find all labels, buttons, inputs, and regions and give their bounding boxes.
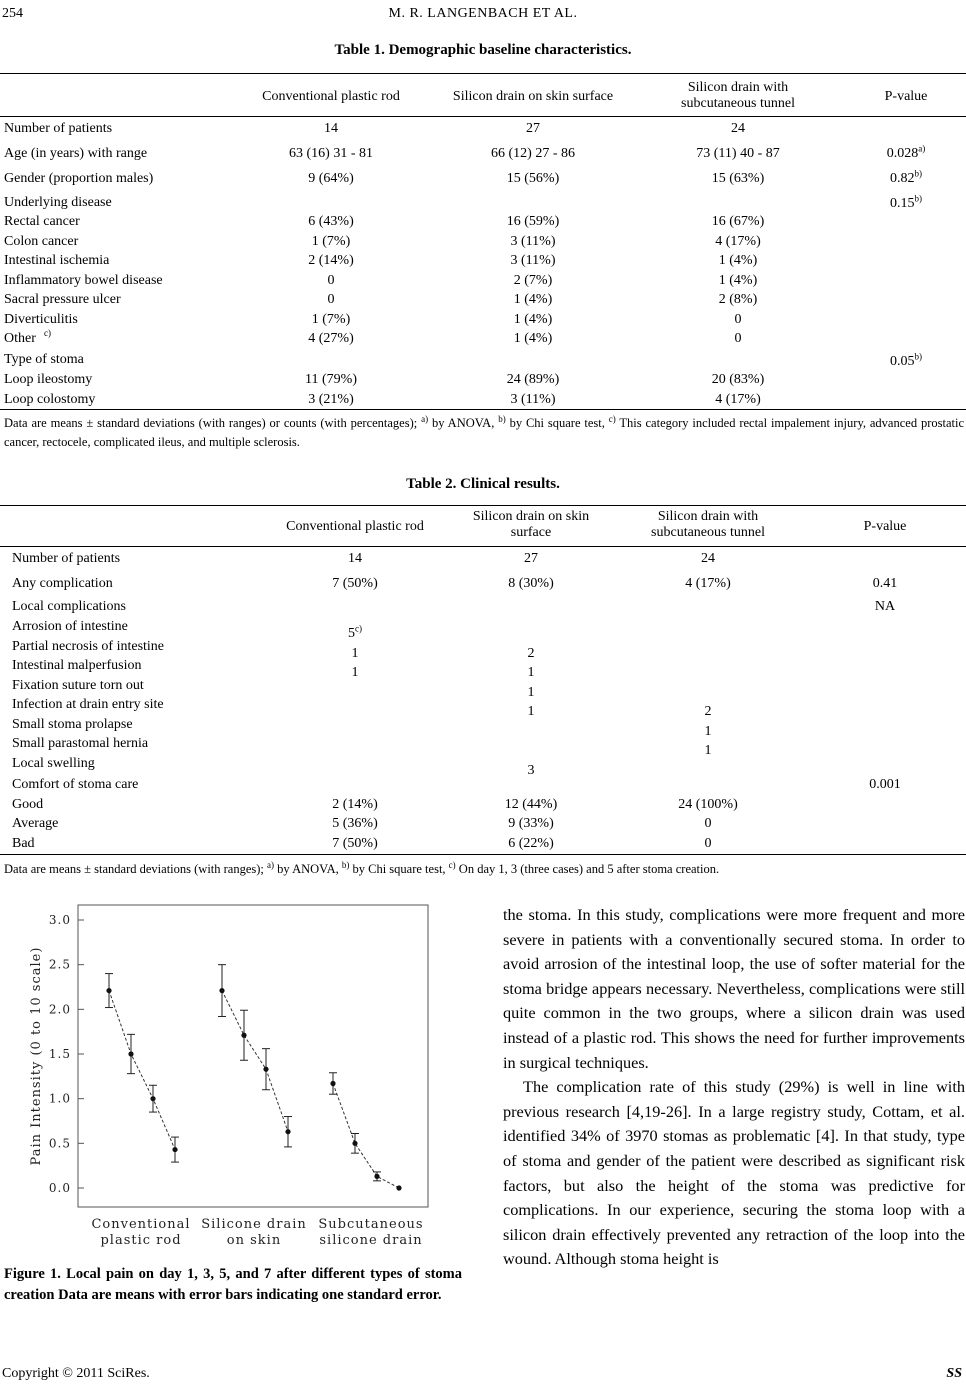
p-value-number: 0.028	[886, 146, 919, 161]
table1-cell: 1 (7%)	[311, 234, 351, 249]
table1-row-label: Loop colostomy	[4, 392, 96, 407]
table2-cell	[332, 797, 378, 813]
table2-cell-value: 0	[704, 836, 712, 851]
y-tick-label: 1.0	[48, 1091, 71, 1106]
table2-cell-value: 1	[527, 685, 535, 700]
table1-row-label-note: c)	[44, 328, 51, 338]
table2-cell	[701, 551, 715, 567]
x-category-label: plastic rod	[100, 1233, 182, 1248]
p-value-test-note: b)	[914, 168, 922, 179]
table1-cell: 0	[327, 292, 335, 307]
table2-cell	[505, 797, 558, 813]
table1-cell: 2 (7%)	[513, 273, 553, 288]
data-point	[285, 1129, 290, 1134]
journal-abbrev: SS	[946, 1366, 962, 1381]
table2-cell-value: 8 (30%)	[508, 576, 554, 591]
table2-cell-value: 1	[351, 646, 359, 661]
running-head-authors: M. R. LANGENBACH ET AL.	[388, 6, 578, 21]
table2-cell-value: 3	[527, 763, 535, 778]
table1-p-value	[890, 351, 922, 370]
p-value-number: 0.05	[890, 354, 915, 369]
x-category-label: Conventional	[91, 1217, 191, 1232]
series-line	[333, 1083, 399, 1188]
data-point	[263, 1067, 268, 1072]
data-point	[150, 1096, 155, 1101]
table1-cell: 6 (43%)	[308, 214, 354, 229]
table1-row-label: Age (in years) with range	[4, 146, 148, 161]
data-point	[172, 1147, 177, 1152]
table1-cell: 3 (11%)	[510, 392, 556, 407]
table1-row-label: Loop ileostomy	[4, 372, 93, 387]
p-value-test-note: b)	[914, 351, 922, 362]
table2-cell-value: 2	[527, 646, 535, 661]
table1-col-header: Conventional plastic rod	[262, 89, 400, 104]
table2-cell-value: 27	[524, 551, 538, 566]
table1-cell: 9 (64%)	[308, 171, 354, 186]
table2-col-header: Silicon drain on skin surface	[472, 509, 590, 540]
table1-p-value	[886, 143, 926, 162]
table1-p-value	[890, 193, 922, 212]
table1-cell: 73 (11) 40 - 87	[696, 146, 780, 161]
table1-cell: 66 (12) 27 - 86	[491, 146, 575, 161]
table2-cell	[524, 551, 538, 567]
table2-cell-value: 7 (50%)	[332, 836, 378, 851]
table2-cell-value: 24	[701, 551, 715, 566]
pain-chart	[0, 890, 470, 1260]
table1-row-label: Inflammatory bowel disease	[4, 273, 163, 288]
table2-cell	[508, 816, 554, 832]
table2-row-label: Good	[12, 797, 44, 812]
table1-cell: 4 (17%)	[715, 392, 761, 407]
table2-row-label: Any complication	[12, 576, 113, 591]
table2-cell-value: 7 (50%)	[332, 576, 378, 591]
table2-cell-note: c)	[355, 623, 362, 634]
table2-cell	[705, 816, 712, 832]
y-tick-label: 0.5	[48, 1136, 71, 1151]
table2-col-header: Conventional plastic rod	[286, 519, 424, 534]
table2-row-label: Bad	[12, 836, 35, 851]
table2-row-label: Arrosion of intestine	[12, 619, 128, 634]
table2-cell-value: 2 (14%)	[332, 797, 378, 812]
y-axis-label: Pain Intensity (0 to 10 scale)	[29, 946, 44, 1166]
table1-cell: 3 (21%)	[308, 392, 354, 407]
x-category-label: silicone drain	[319, 1233, 423, 1248]
table2-row-label: Infection at drain entry site	[12, 697, 164, 712]
table1-row-label: Rectal cancer	[4, 214, 80, 229]
table1-p-value	[890, 168, 922, 187]
table2-cell	[508, 836, 554, 852]
table2-cell-value: 24 (100%)	[678, 797, 738, 812]
table2-p-value: 0.001	[869, 777, 901, 792]
table1-cell: 0	[734, 331, 742, 346]
p-value-test-note: b)	[914, 193, 922, 204]
table2-cell-value: 5	[348, 626, 355, 641]
table2-cell	[528, 665, 535, 681]
table1-cell: 4 (27%)	[308, 331, 354, 346]
table2-row-label: Fixation suture torn out	[12, 678, 144, 693]
body-paragraph: The complication rate of this study (29%) is well in line with previous research [4,19-26]. In a large registry study, Cottam, et al. identified 34% of 3970 stomas as problematic [4]. In that study, type of stoma and gender of the patient were described as significant risk factors, but also the height of the stoma was predictive for complications. In our experience, securing the stoma loop with a silicon drain effectively prevented any retraction of the loop into the wound. Although stoma height is	[503, 1077, 965, 1269]
y-tick-label: 2.0	[48, 1002, 71, 1017]
table2-cell	[348, 623, 362, 642]
table1-cell: 1 (4%)	[513, 292, 553, 307]
table2-cell	[528, 646, 535, 662]
p-value-test-note: a)	[918, 143, 926, 154]
data-point	[219, 988, 224, 993]
series-line	[109, 991, 175, 1150]
table1-col-header: Silicon drain on skin surface	[452, 89, 614, 104]
table2-cell-value: 9 (33%)	[508, 816, 554, 831]
table1-cell: 1 (4%)	[513, 312, 553, 327]
table1-cell: 1 (4%)	[718, 253, 758, 268]
table2-cell-value: 2	[704, 704, 712, 719]
table1-cell: 24 (89%)	[506, 372, 560, 387]
table1-row-label: Gender (proportion males)	[4, 171, 154, 186]
table1-cell: 27	[526, 121, 540, 136]
table2-cell	[705, 704, 712, 720]
copyright: Copyright © 2011 SciRes.	[2, 1366, 150, 1381]
table1-cell: 2 (8%)	[718, 292, 758, 307]
table2-p-value: NA	[874, 599, 896, 614]
table2-cell	[332, 576, 378, 592]
table1-cell: 24	[731, 121, 745, 136]
table2-row-label: Average	[12, 816, 59, 831]
table1-cell: 15 (56%)	[506, 171, 560, 186]
table2-cell-value: 1	[704, 743, 712, 758]
y-tick-label: 2.5	[48, 957, 71, 972]
table2-cell-value: 1	[527, 704, 535, 719]
p-value-number: 0.15	[890, 196, 915, 211]
data-point	[106, 988, 111, 993]
x-category-label: Subcutaneous	[318, 1217, 424, 1232]
table2-row-label: Partial necrosis of intestine	[12, 639, 165, 654]
body-paragraph: the stoma. In this study, complications were more frequent and more severe in patients with a conventionally secured stoma. In order to avoid arrosion of the intestinal loop, the use of softer material for the stoma bridge appears necessary. Nevertheless, complications were still quite common in the two groups, where a silicon drain was used instead of a plastic rod. This shows the need for further improvements in surgical techniques.	[503, 905, 965, 1072]
table2-cell-value: 5 (36%)	[332, 816, 378, 831]
table2-cell-value: 0	[704, 816, 712, 831]
table2-cell	[685, 576, 731, 592]
table1-cell: 0	[327, 273, 335, 288]
table1-cell: 3 (11%)	[510, 234, 556, 249]
data-point	[241, 1033, 246, 1038]
figure-caption: Figure 1. Local pain on day 1, 3, 5, and 7 after different types of stoma creation Data are means with error bars indicating one standard error.	[4, 1266, 462, 1303]
y-tick-label: 0.0	[48, 1181, 71, 1195]
p-value-number: 0.82	[890, 171, 915, 186]
table2-cell	[528, 685, 535, 701]
table2-row-label: Comfort of stoma care	[12, 777, 139, 792]
table1-row-label: Colon cancer	[4, 234, 79, 249]
table1-cell: 4 (17%)	[715, 234, 761, 249]
y-tick-label: 3.0	[48, 913, 71, 927]
table2-cell	[348, 551, 362, 567]
table2-cell-value: 4 (17%)	[685, 576, 731, 591]
table1-col-header: Silicon drain with subcutaneous tunnel	[681, 80, 795, 111]
table2-cell	[508, 576, 554, 592]
table1-row-label: Intestinal ischemia	[4, 253, 110, 268]
table2-row-label: Small parastomal hernia	[12, 736, 149, 751]
table1-cell: 14	[324, 121, 338, 136]
table2-cell-value: 1	[351, 665, 359, 680]
table2-cell	[332, 816, 378, 832]
table1-row-label: Number of patients	[4, 121, 113, 136]
table1-cell: 15 (63%)	[711, 171, 765, 186]
table2-col-header: P-value	[863, 519, 907, 534]
table1-note: Data are means ± standard deviations (with ranges) or counts (with percentages); $^{a)}$ by ANOVA, $^{b)}$ by Chi square test, $^{c)}$ This category included rectal impalement injury, advanced prostatic cancer, rectocele, complicated ileus, and multiple sclerosis.	[4, 413, 964, 449]
table2-row-label: Local complications	[12, 599, 126, 614]
table1-cell: 11 (79%)	[305, 372, 357, 387]
table2-cell	[528, 763, 535, 779]
table1-cell: 3 (11%)	[510, 253, 556, 268]
table1-row-label: Underlying disease	[4, 195, 112, 210]
table1-cell: 1 (4%)	[718, 273, 758, 288]
table2-cell-value: 1	[704, 724, 712, 739]
data-point	[352, 1141, 357, 1146]
table2-cell	[528, 704, 535, 720]
y-tick-label: 1.5	[48, 1047, 71, 1061]
data-point	[374, 1174, 379, 1179]
x-category-label: on skin	[226, 1233, 282, 1248]
table2-row-label: Number of patients	[12, 551, 121, 566]
table1-col-header: P-value	[884, 89, 928, 104]
table1-cell: 2 (14%)	[308, 253, 354, 268]
table2-row-label: Local swelling	[12, 756, 95, 771]
table1-row-label: Sacral pressure ulcer	[4, 292, 121, 307]
table1-cell: 16 (67%)	[711, 214, 765, 229]
table2-col-header: Silicon drain with subcutaneous tunnel	[651, 509, 765, 540]
table2-cell	[705, 724, 712, 740]
data-point	[396, 1185, 401, 1190]
table2-cell	[352, 665, 359, 681]
table1-cell: 63 (16) 31 - 81	[289, 146, 373, 161]
table2-cell	[705, 836, 712, 852]
table2-cell	[678, 797, 738, 813]
table1-cell: 0	[734, 312, 742, 327]
table1-row-label: Type of stoma	[4, 352, 84, 367]
table2-cell	[332, 836, 378, 852]
table2-caption: Table 2. Clinical results.	[406, 476, 560, 492]
table2-cell	[352, 646, 359, 662]
table2-row-label: Intestinal malperfusion	[12, 658, 142, 673]
table2-cell-value: 12 (44%)	[504, 797, 558, 812]
table2-cell-value: 1	[527, 665, 535, 680]
table2-row-label: Small stoma prolapse	[12, 717, 133, 732]
table1-row-label: Other	[4, 331, 36, 346]
table1-cell: 16 (59%)	[506, 214, 560, 229]
data-point	[128, 1051, 133, 1056]
series-line	[222, 991, 288, 1132]
table2-cell-value: 6 (22%)	[508, 836, 554, 851]
table2-cell	[705, 743, 712, 759]
table2-note: Data are means ± standard deviations (with ranges); $^{a)}$ by ANOVA, $^{b)}$ by Chi square test, $^{c)}$ On day 1, 3 (three cases) and 5 after stoma creation.	[4, 859, 720, 876]
body-text	[503, 903, 965, 1272]
table1-cell: 1 (7%)	[311, 312, 351, 327]
data-point	[330, 1081, 335, 1086]
page-number: 254	[2, 6, 23, 21]
table1-caption: Table 1. Demographic baseline characteristics.	[334, 42, 632, 58]
table1-cell: 1 (4%)	[513, 331, 553, 346]
table1-cell: 20 (83%)	[711, 372, 765, 387]
x-category-label: Silicone drain	[201, 1217, 307, 1232]
table2-cell-value: 14	[348, 551, 362, 566]
table1-row-label: Diverticulitis	[4, 312, 78, 327]
table2-p-value: 0.41	[872, 576, 898, 591]
